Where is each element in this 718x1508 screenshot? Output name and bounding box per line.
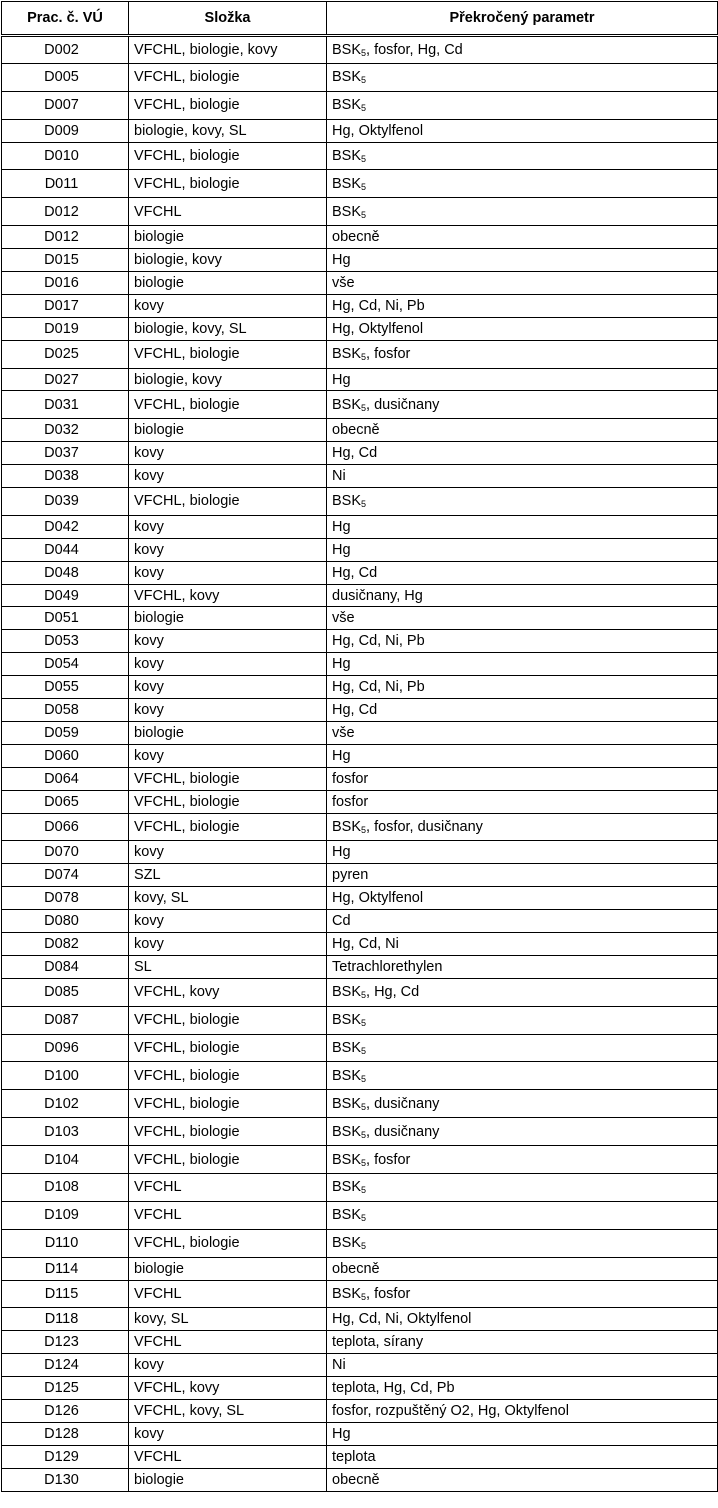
table-row	[2, 699, 718, 722]
table-row	[2, 63, 718, 91]
cell-parametr: Hg, Oktylfenol	[327, 887, 718, 910]
cell-prac-cislo: D032	[2, 419, 129, 442]
cell-slozka: kovy	[129, 465, 327, 488]
table-row	[2, 1201, 718, 1229]
cell-slozka: biologie	[129, 1257, 327, 1280]
cell-parametr: Hg	[327, 538, 718, 561]
cell-parametr: pyren	[327, 864, 718, 887]
cell-parametr: $BSK_5$, dusičnany	[327, 1118, 718, 1146]
cell-parametr: Hg	[327, 249, 718, 272]
cell-prac-cislo: D110	[2, 1229, 129, 1257]
cell-slozka: biologie, kovy	[129, 368, 327, 391]
header-parametr: Překročený parametr	[327, 2, 718, 36]
cell-slozka: kovy	[129, 442, 327, 465]
cell-parametr: Ni	[327, 1354, 718, 1377]
table-row	[2, 813, 718, 841]
cell-slozka: biologie	[129, 721, 327, 744]
cell-prac-cislo: D054	[2, 653, 129, 676]
cell-slozka: biologie, kovy, SL	[129, 317, 327, 340]
cell-slozka: biologie, kovy	[129, 249, 327, 272]
cell-prac-cislo: D060	[2, 744, 129, 767]
table-row	[2, 1006, 718, 1034]
table-row	[2, 1090, 718, 1118]
table-row	[2, 419, 718, 442]
cell-slozka: biologie	[129, 419, 327, 442]
table-row	[2, 170, 718, 198]
cell-parametr: vše	[327, 721, 718, 744]
cell-prac-cislo: D011	[2, 170, 129, 198]
table-row	[2, 340, 718, 368]
cell-prac-cislo: D125	[2, 1377, 129, 1400]
cell-parametr: Hg, Oktylfenol	[327, 119, 718, 142]
table-row	[2, 538, 718, 561]
cell-parametr: Cd	[327, 910, 718, 933]
cell-slozka: VFCHL	[129, 1445, 327, 1468]
cell-slozka: kovy	[129, 932, 327, 955]
cell-parametr: $BSK_5$, Hg, Cd	[327, 978, 718, 1006]
cell-parametr: obecně	[327, 1257, 718, 1280]
cell-slozka: VFCHL, kovy	[129, 978, 327, 1006]
cell-slozka: SL	[129, 955, 327, 978]
cell-prac-cislo: D096	[2, 1034, 129, 1062]
table-row	[2, 1034, 718, 1062]
cell-prac-cislo: D019	[2, 317, 129, 340]
cell-prac-cislo: D055	[2, 676, 129, 699]
cell-prac-cislo: D025	[2, 340, 129, 368]
table-row	[2, 1229, 718, 1257]
table-row	[2, 932, 718, 955]
cell-slozka: VFCHL, biologie	[129, 790, 327, 813]
table-row	[2, 317, 718, 340]
table-row	[2, 630, 718, 653]
cell-parametr: $BSK_5$, fosfor	[327, 1146, 718, 1174]
cell-prac-cislo: D100	[2, 1062, 129, 1090]
table-row	[2, 488, 718, 516]
cell-prac-cislo: D066	[2, 813, 129, 841]
table-header	[2, 2, 718, 36]
table-row	[2, 721, 718, 744]
cell-prac-cislo: D002	[2, 36, 129, 64]
cell-prac-cislo: D082	[2, 932, 129, 955]
cell-slozka: VFCHL, biologie	[129, 1229, 327, 1257]
cell-parametr: Hg, Cd, Ni, Pb	[327, 676, 718, 699]
cell-slozka: kovy, SL	[129, 887, 327, 910]
cell-slozka: VFCHL, biologie	[129, 170, 327, 198]
cell-slozka: biologie, kovy, SL	[129, 119, 327, 142]
cell-parametr: $BSK_5$	[327, 1201, 718, 1229]
cell-slozka: biologie	[129, 272, 327, 295]
cell-parametr: $BSK_5$	[327, 1034, 718, 1062]
cell-prac-cislo: D058	[2, 699, 129, 722]
cell-slozka: biologie	[129, 1468, 327, 1491]
cell-prac-cislo: D044	[2, 538, 129, 561]
cell-slozka: VFCHL, biologie	[129, 391, 327, 419]
cell-slozka: VFCHL, biologie	[129, 1090, 327, 1118]
cell-slozka: biologie	[129, 607, 327, 630]
cell-slozka: kovy	[129, 515, 327, 538]
cell-prac-cislo: D108	[2, 1173, 129, 1201]
cell-prac-cislo: D118	[2, 1308, 129, 1331]
header-prac-cislo: Prac. č. VÚ	[2, 2, 129, 36]
cell-slozka: VFCHL, biologie	[129, 1062, 327, 1090]
cell-parametr: dusičnany, Hg	[327, 584, 718, 607]
cell-prac-cislo: D012	[2, 198, 129, 226]
cell-parametr: Hg, Cd, Ni	[327, 932, 718, 955]
cell-slozka: VFCHL, biologie	[129, 340, 327, 368]
cell-parametr: Tetrachlorethylen	[327, 955, 718, 978]
cell-parametr: Hg	[327, 744, 718, 767]
cell-slozka: VFCHL	[129, 1280, 327, 1308]
table-row	[2, 887, 718, 910]
cell-slozka: kovy	[129, 744, 327, 767]
cell-prac-cislo: D064	[2, 767, 129, 790]
cell-slozka: VFCHL	[129, 198, 327, 226]
table-row	[2, 1468, 718, 1491]
table-row	[2, 978, 718, 1006]
cell-parametr: $BSK_5$, fosfor	[327, 340, 718, 368]
cell-slozka: VFCHL, biologie	[129, 1146, 327, 1174]
cell-prac-cislo: D084	[2, 955, 129, 978]
cell-parametr: fosfor	[327, 790, 718, 813]
cell-prac-cislo: D078	[2, 887, 129, 910]
table-row	[2, 1399, 718, 1422]
table-row	[2, 119, 718, 142]
cell-prac-cislo: D009	[2, 119, 129, 142]
cell-prac-cislo: D031	[2, 391, 129, 419]
cell-parametr: Hg	[327, 368, 718, 391]
table-row	[2, 249, 718, 272]
cell-slozka: VFCHL, biologie, kovy	[129, 36, 327, 64]
table-row	[2, 1118, 718, 1146]
cell-slozka: VFCHL, biologie	[129, 63, 327, 91]
cell-slozka: kovy	[129, 1422, 327, 1445]
cell-prac-cislo: D051	[2, 607, 129, 630]
cell-parametr: teplota, sírany	[327, 1331, 718, 1354]
cell-parametr: teplota, Hg, Cd, Pb	[327, 1377, 718, 1400]
cell-parametr: $BSK_5$	[327, 142, 718, 170]
header-slozka: Složka	[129, 2, 327, 36]
table-row	[2, 1445, 718, 1468]
cell-prac-cislo: D103	[2, 1118, 129, 1146]
cell-slozka: VFCHL, kovy	[129, 1377, 327, 1400]
table-row	[2, 515, 718, 538]
cell-prac-cislo: D128	[2, 1422, 129, 1445]
cell-prac-cislo: D017	[2, 294, 129, 317]
cell-prac-cislo: D038	[2, 465, 129, 488]
cell-prac-cislo: D109	[2, 1201, 129, 1229]
table-row	[2, 744, 718, 767]
cell-parametr: Hg, Oktylfenol	[327, 317, 718, 340]
cell-slozka: VFCHL, kovy	[129, 584, 327, 607]
cell-parametr: vše	[327, 272, 718, 295]
cell-parametr: Hg	[327, 515, 718, 538]
table-row	[2, 465, 718, 488]
cell-parametr: $BSK_5$, dusičnany	[327, 391, 718, 419]
cell-parametr: obecně	[327, 1468, 718, 1491]
table-row	[2, 91, 718, 119]
table-row	[2, 864, 718, 887]
cell-parametr: fosfor	[327, 767, 718, 790]
cell-parametr: $BSK_5$, fosfor	[327, 1280, 718, 1308]
cell-prac-cislo: D053	[2, 630, 129, 653]
cell-prac-cislo: D124	[2, 1354, 129, 1377]
cell-parametr: fosfor, rozpuštěný O2, Hg, Oktylfenol	[327, 1399, 718, 1422]
table-row	[2, 142, 718, 170]
cell-prac-cislo: D065	[2, 790, 129, 813]
cell-parametr: $BSK_5$, fosfor, dusičnany	[327, 813, 718, 841]
cell-parametr: $BSK_5$	[327, 63, 718, 91]
cell-parametr: Hg, Cd	[327, 699, 718, 722]
table-body	[2, 36, 718, 1492]
cell-slozka: kovy	[129, 699, 327, 722]
table-row	[2, 1280, 718, 1308]
cell-slozka: VFCHL, biologie	[129, 91, 327, 119]
cell-prac-cislo: D049	[2, 584, 129, 607]
table-row	[2, 910, 718, 933]
cell-parametr: Hg, Cd	[327, 442, 718, 465]
cell-slozka: SZL	[129, 864, 327, 887]
cell-parametr: $BSK_5$	[327, 1229, 718, 1257]
cell-prac-cislo: D012	[2, 226, 129, 249]
cell-parametr: $BSK_5$	[327, 198, 718, 226]
cell-prac-cislo: D129	[2, 1445, 129, 1468]
cell-prac-cislo: D130	[2, 1468, 129, 1491]
cell-parametr: $BSK_5$	[327, 488, 718, 516]
cell-prac-cislo: D015	[2, 249, 129, 272]
table-row	[2, 294, 718, 317]
cell-prac-cislo: D042	[2, 515, 129, 538]
cell-parametr: Hg	[327, 1422, 718, 1445]
cell-slozka: kovy	[129, 676, 327, 699]
cell-slozka: VFCHL	[129, 1173, 327, 1201]
cell-prac-cislo: D114	[2, 1257, 129, 1280]
cell-parametr: Hg, Cd, Ni, Oktylfenol	[327, 1308, 718, 1331]
table-row	[2, 841, 718, 864]
cell-prac-cislo: D102	[2, 1090, 129, 1118]
cell-slozka: kovy	[129, 630, 327, 653]
table-row	[2, 1146, 718, 1174]
table-row	[2, 1308, 718, 1331]
cell-parametr: Hg	[327, 653, 718, 676]
table-row	[2, 607, 718, 630]
cell-parametr: obecně	[327, 419, 718, 442]
cell-prac-cislo: D059	[2, 721, 129, 744]
cell-parametr: $BSK_5$	[327, 170, 718, 198]
cell-prac-cislo: D087	[2, 1006, 129, 1034]
parameter-table	[1, 1, 718, 1492]
table-row	[2, 391, 718, 419]
cell-prac-cislo: D085	[2, 978, 129, 1006]
cell-prac-cislo: D005	[2, 63, 129, 91]
table-row	[2, 226, 718, 249]
cell-slozka: kovy	[129, 910, 327, 933]
table-row	[2, 272, 718, 295]
cell-slozka: VFCHL, kovy, SL	[129, 1399, 327, 1422]
cell-slozka: kovy	[129, 538, 327, 561]
cell-parametr: Ni	[327, 465, 718, 488]
cell-slozka: kovy	[129, 294, 327, 317]
cell-prac-cislo: D074	[2, 864, 129, 887]
table-row	[2, 1062, 718, 1090]
cell-slozka: kovy, SL	[129, 1308, 327, 1331]
cell-slozka: VFCHL, biologie	[129, 488, 327, 516]
cell-parametr: vše	[327, 607, 718, 630]
table-row	[2, 36, 718, 64]
table-row	[2, 1173, 718, 1201]
table-row	[2, 790, 718, 813]
cell-parametr: obecně	[327, 226, 718, 249]
cell-slozka: kovy	[129, 1354, 327, 1377]
table-row	[2, 198, 718, 226]
table-row	[2, 653, 718, 676]
cell-prac-cislo: D070	[2, 841, 129, 864]
cell-parametr: Hg, Cd, Ni, Pb	[327, 630, 718, 653]
table-row	[2, 584, 718, 607]
cell-parametr: $BSK_5$	[327, 1062, 718, 1090]
table-row	[2, 1257, 718, 1280]
cell-prac-cislo: D010	[2, 142, 129, 170]
cell-prac-cislo: D126	[2, 1399, 129, 1422]
cell-slozka: biologie	[129, 226, 327, 249]
cell-parametr: Hg, Cd	[327, 561, 718, 584]
cell-parametr: teplota	[327, 1445, 718, 1468]
table-row	[2, 1377, 718, 1400]
table-row	[2, 1422, 718, 1445]
table-row	[2, 676, 718, 699]
table-row	[2, 561, 718, 584]
cell-prac-cislo: D007	[2, 91, 129, 119]
cell-slozka: VFCHL, biologie	[129, 142, 327, 170]
cell-parametr: $BSK_5$	[327, 91, 718, 119]
cell-slozka: VFCHL	[129, 1331, 327, 1354]
table-row	[2, 442, 718, 465]
cell-prac-cislo: D080	[2, 910, 129, 933]
cell-slozka: kovy	[129, 653, 327, 676]
cell-slozka: VFCHL	[129, 1201, 327, 1229]
cell-slozka: kovy	[129, 841, 327, 864]
cell-slozka: VFCHL, biologie	[129, 1034, 327, 1062]
table-row	[2, 1331, 718, 1354]
cell-prac-cislo: D048	[2, 561, 129, 584]
cell-parametr: Hg	[327, 841, 718, 864]
cell-parametr: $BSK_5$	[327, 1173, 718, 1201]
cell-prac-cislo: D027	[2, 368, 129, 391]
table-row	[2, 767, 718, 790]
table-row	[2, 955, 718, 978]
cell-slozka: VFCHL, biologie	[129, 767, 327, 790]
cell-prac-cislo: D104	[2, 1146, 129, 1174]
cell-slozka: kovy	[129, 561, 327, 584]
cell-prac-cislo: D039	[2, 488, 129, 516]
cell-prac-cislo: D016	[2, 272, 129, 295]
cell-slozka: VFCHL, biologie	[129, 1006, 327, 1034]
cell-parametr: Hg, Cd, Ni, Pb	[327, 294, 718, 317]
cell-parametr: $BSK_5$, dusičnany	[327, 1090, 718, 1118]
cell-slozka: VFCHL, biologie	[129, 1118, 327, 1146]
cell-prac-cislo: D115	[2, 1280, 129, 1308]
table-row	[2, 1354, 718, 1377]
cell-prac-cislo: D123	[2, 1331, 129, 1354]
cell-parametr: $BSK_5$, fosfor, Hg, Cd	[327, 36, 718, 64]
cell-prac-cislo: D037	[2, 442, 129, 465]
cell-parametr: $BSK_5$	[327, 1006, 718, 1034]
cell-slozka: VFCHL, biologie	[129, 813, 327, 841]
table-row	[2, 368, 718, 391]
